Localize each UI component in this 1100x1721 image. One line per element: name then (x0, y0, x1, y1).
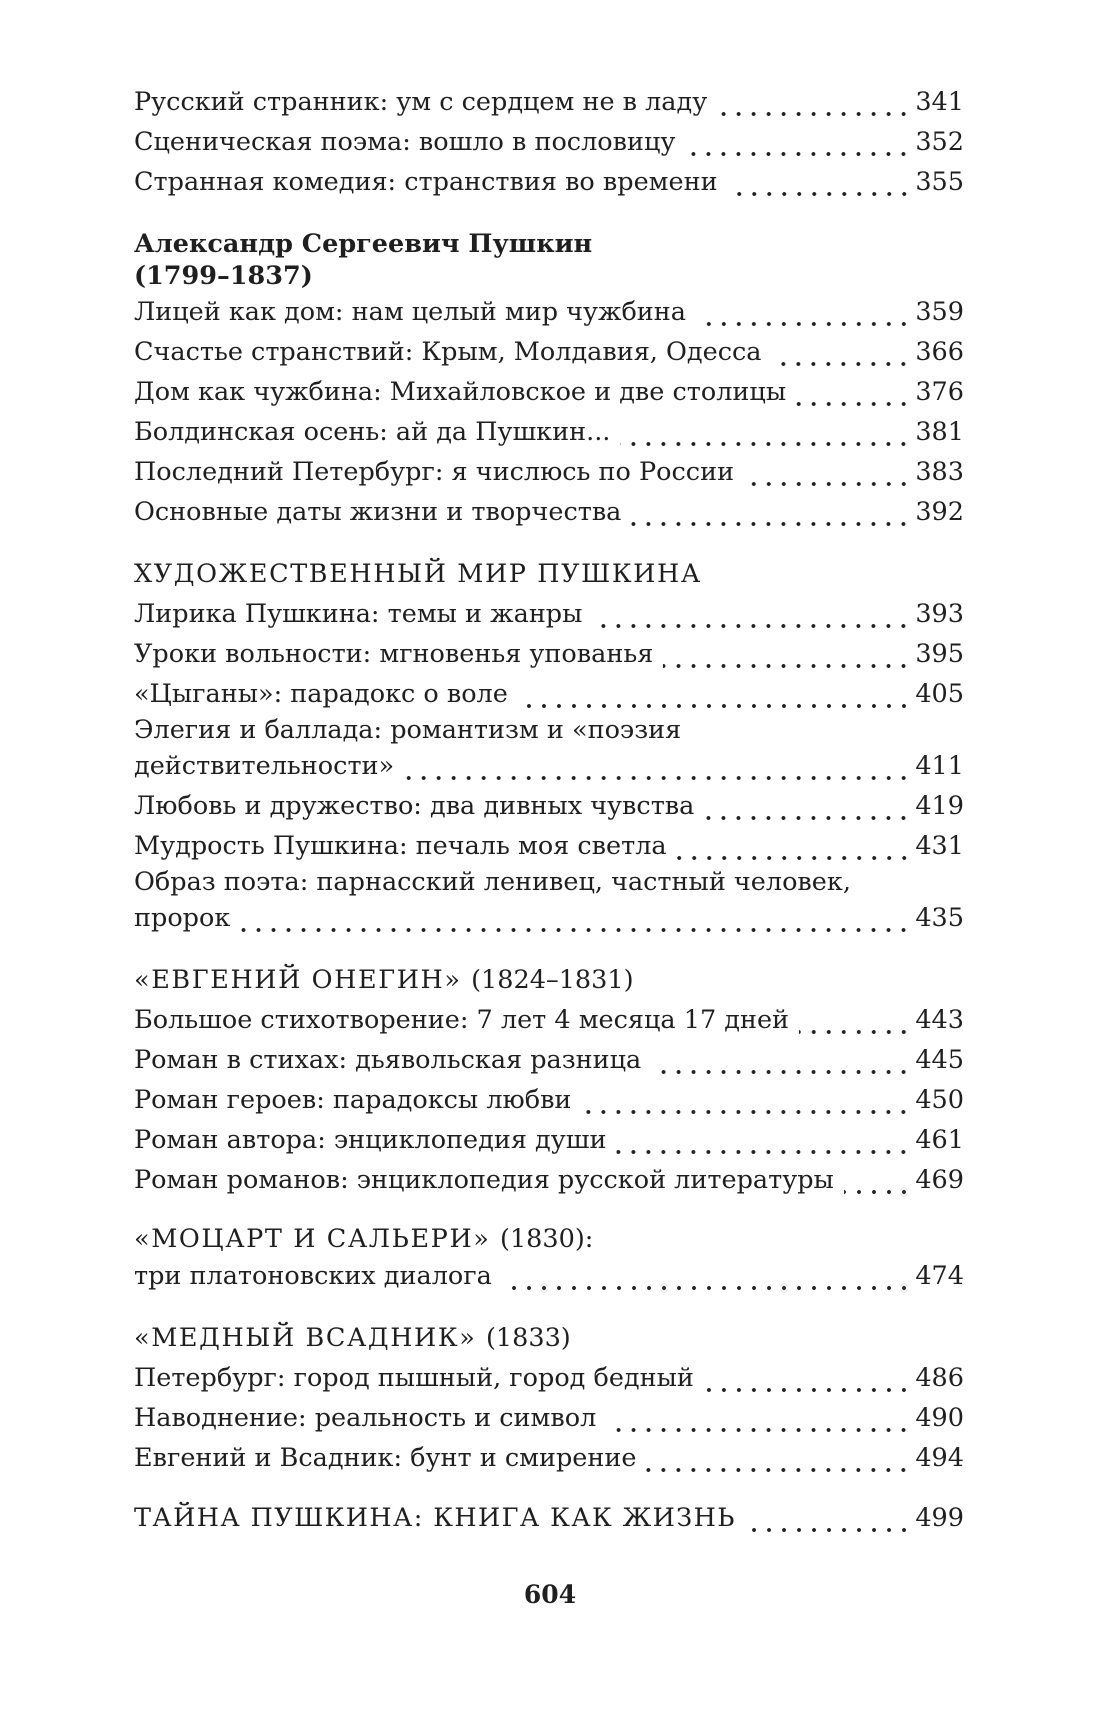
entry-title: три платоновских диалога (134, 1261, 492, 1291)
toc-entry[interactable] (134, 1498, 964, 1538)
entry-page: 445 (915, 1045, 964, 1075)
toc-entry[interactable] (134, 674, 964, 714)
entry-page: 411 (915, 751, 964, 781)
entry-page: 490 (915, 1403, 964, 1433)
section-years: (1824–1831) (471, 965, 634, 995)
toc-entry[interactable] (134, 1000, 964, 1040)
entry-title: Мудрость Пушкина: печаль моя светла (134, 831, 667, 861)
dot-leader (704, 786, 911, 826)
dot-leader (631, 492, 911, 532)
section-heading (134, 1222, 964, 1256)
entry-page: 352 (915, 127, 964, 157)
entry-page: 355 (915, 167, 964, 197)
entry-page: 435 (915, 903, 964, 933)
toc-entry[interactable] (134, 1040, 964, 1080)
entry-page: 341 (915, 87, 964, 117)
section-years: (1833) (485, 1323, 571, 1353)
page-number: 604 (523, 1580, 577, 1609)
toc-entry[interactable] (134, 826, 964, 866)
entry-title-line1: Элегия и баллада: романтизм и «поэзия (134, 715, 682, 745)
entry-page: 474 (915, 1261, 964, 1291)
section-heading (134, 1318, 964, 1358)
toc-entry[interactable] (134, 714, 964, 786)
entry-page: 366 (915, 337, 964, 367)
dot-leader (240, 898, 911, 938)
dot-leader (581, 1080, 911, 1120)
entry-title: Любовь и дружество: два дивных чувства (134, 791, 695, 821)
toc-entry[interactable] (134, 1160, 964, 1200)
entry-page: 486 (915, 1363, 964, 1393)
entry-page: 383 (915, 457, 964, 487)
dot-leader (663, 634, 911, 674)
toc-entry[interactable] (134, 1398, 964, 1438)
author-name: Александр Сергеевич Пушкин (134, 229, 593, 259)
toc-entry[interactable] (134, 1358, 964, 1398)
dot-leader (646, 1438, 911, 1478)
entry-title: Уроки вольности: мгновенья упованья (134, 639, 654, 669)
entry-title: Роман автора: энциклопедия души (134, 1125, 607, 1155)
toc-entry[interactable] (134, 866, 964, 938)
section-years: (1830): (500, 1224, 594, 1254)
entry-page: 395 (915, 639, 964, 669)
toc-entry[interactable] (134, 786, 964, 826)
dot-leader (404, 746, 911, 786)
dot-leader (592, 594, 911, 634)
dot-leader (746, 1498, 912, 1538)
entry-page: 461 (915, 1125, 964, 1155)
entry-title: ТАЙНА ПУШКИНА: КНИГА КАК ЖИЗНЬ (134, 1503, 736, 1533)
dot-leader (677, 826, 912, 866)
entry-page: 431 (915, 831, 964, 861)
entry-page: 469 (915, 1165, 964, 1195)
entry-title: Петербург: город пышный, город бедный (134, 1363, 694, 1393)
section-title: «МОЦАРТ И САЛЬЕРИ» (134, 1224, 491, 1254)
toc-entry[interactable] (134, 1438, 964, 1478)
author-years: (1799–1837) (134, 261, 313, 291)
entry-title: Последний Петербург: я числюсь по России (134, 457, 735, 487)
dot-leader (704, 1358, 911, 1398)
entry-title: Большое стихотворение: 7 лет 4 месяца 17 дней (134, 1005, 790, 1035)
toc-entry[interactable] (134, 1120, 964, 1160)
entry-title-line1: Образ поэта: парнасский ленивец, частный человек, (134, 867, 851, 897)
author-heading (134, 228, 964, 292)
entry-title-line2: пророк (134, 903, 231, 933)
dot-leader (744, 452, 911, 492)
dot-leader (502, 1256, 912, 1296)
dot-leader (696, 292, 911, 332)
dot-leader (620, 412, 911, 452)
dot-leader (796, 372, 911, 412)
toc-entry[interactable] (134, 372, 964, 412)
toc-entry[interactable] (134, 452, 964, 492)
section-title: «ЕВГЕНИЙ ОНЕГИН» (134, 965, 462, 995)
entry-title: Евгений и Всадник: бунт и смирение (134, 1443, 637, 1473)
entry-page: 450 (915, 1085, 964, 1115)
toc-entry[interactable] (134, 292, 964, 332)
entry-title: Наводнение: реальность и символ (134, 1403, 597, 1433)
entry-title: Сценическая поэма: вошло в пословицу (134, 127, 676, 157)
section-title: «МЕДНЫЙ ВСАДНИК» (134, 1323, 477, 1353)
entry-page: 443 (915, 1005, 964, 1035)
toc-entry[interactable] (134, 332, 964, 372)
entry-title: Странная комедия: странствия во времени (134, 167, 718, 197)
dot-leader (717, 82, 911, 122)
toc-entry[interactable] (134, 1080, 964, 1120)
dot-leader (799, 1000, 911, 1040)
section-heading (134, 554, 964, 594)
toc-entry[interactable] (134, 412, 964, 452)
entry-title: Основные даты жизни и творчества (134, 497, 622, 527)
entry-page: 405 (915, 679, 964, 709)
dot-leader (844, 1160, 911, 1200)
dot-leader (771, 332, 911, 372)
toc-entry[interactable] (134, 492, 964, 532)
section-title: ХУДОЖЕСТВЕННЫЙ МИР ПУШКИНА (134, 559, 702, 589)
entry-page: 494 (915, 1443, 964, 1473)
entry-title: Русский странник: ум с сердцем не в ладу (134, 87, 708, 117)
section-heading (134, 960, 964, 1000)
entry-title: Лирика Пушкина: темы и жанры (134, 599, 583, 629)
entry-title: Роман героев: парадоксы любви (134, 1085, 572, 1115)
entry-title: Болдинская осень: ай да Пушкин... (134, 417, 611, 447)
dot-leader (728, 162, 912, 202)
entry-page: 499 (915, 1503, 964, 1533)
entry-title: Счастье странствий: Крым, Молдавия, Одесса (134, 337, 762, 367)
dot-leader (616, 1120, 911, 1160)
dot-leader (606, 1398, 911, 1438)
entry-page: 419 (915, 791, 964, 821)
entry-title: Лицей как дом: нам целый мир чужбина (134, 297, 686, 327)
toc-entry[interactable] (134, 122, 964, 162)
entry-title: Роман романов: энциклопедия русской литературы (134, 1165, 834, 1195)
dot-leader (518, 674, 911, 714)
entry-page: 376 (915, 377, 964, 407)
table-of-contents (134, 82, 964, 1538)
entry-page: 359 (915, 297, 964, 327)
toc-entry[interactable] (134, 594, 964, 634)
entry-page: 393 (915, 599, 964, 629)
entry-title: Дом как чужбина: Михайловское и две столицы (134, 377, 787, 407)
entry-title-line2: действительности» (134, 751, 395, 781)
toc-entry[interactable] (134, 162, 964, 202)
dot-leader (685, 122, 911, 162)
toc-entry[interactable] (134, 634, 964, 674)
dot-leader (651, 1040, 911, 1080)
entry-page: 381 (915, 417, 964, 447)
entry-title: «Цыганы»: парадокс о воле (134, 679, 508, 709)
toc-entry[interactable] (134, 82, 964, 122)
entry-title: Роман в стихах: дьявольская разница (134, 1045, 642, 1075)
toc-entry[interactable] (134, 1256, 964, 1296)
entry-page: 392 (915, 497, 964, 527)
